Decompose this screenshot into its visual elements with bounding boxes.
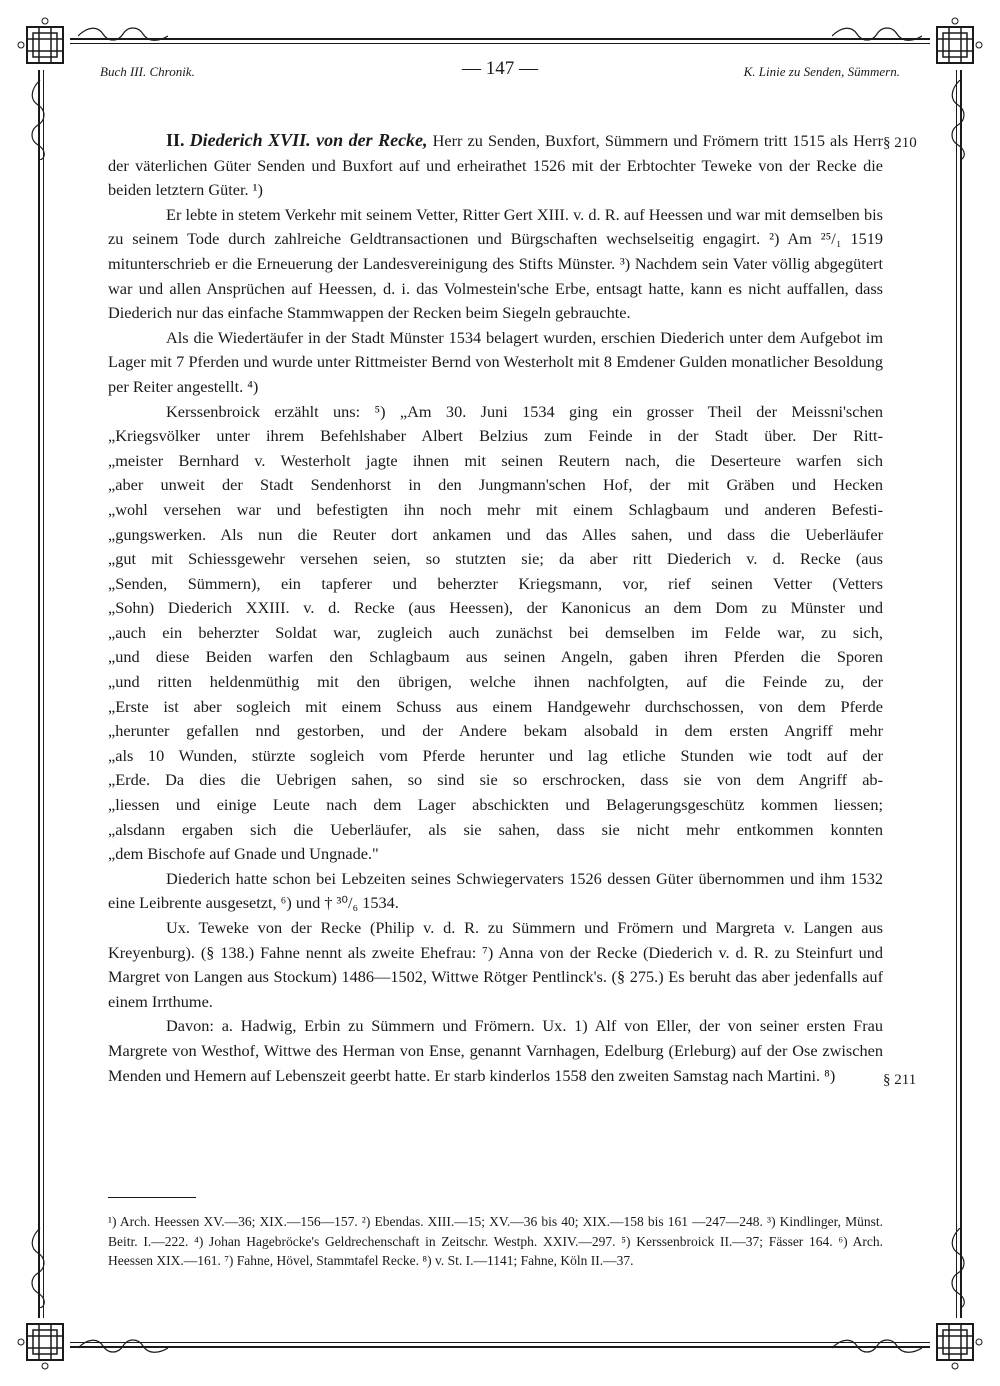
paragraph-text: Herr zu Senden, Buxfort, Sümmern und Frömern tritt 1515 als Herr der väterlichen Güter Senden und Buxfort auf und erheirathet 1526 mit der Erbtochter Teweke von der Recke die beiden letztern Güter. ¹) bbox=[108, 131, 884, 200]
quote-line: „Erde. Da dies die Uebrigen sahen, so sind sie so erschrocken, dass sie von dem Angriff ab- bbox=[108, 770, 883, 790]
running-header bbox=[100, 58, 900, 86]
quote-line: „gungswerken. Als nun die Reuter dort ankamen und das Alles sahen, und dass die Ueberläufer bbox=[108, 524, 883, 544]
corner-ornament-top-right-icon bbox=[925, 15, 985, 75]
paragraph-relations: Er lebte in stetem Verkehr mit seinem Vetter, Ritter Gert XIII. v. d. R. auf Heessen und war mit demselben bis zu seinem Tode durch zahlreiche Geldtransactionen und Bürgschaften wechselseitig engagirt. ²) Am ²⁵/₁ 1519 mitunterschrieb er die Erneuerung der Landesvereinigung des Stifts Münster. ³) Nachdem sein Vater völlig abgegütert war und allen Ansprüchen auf Heessen, d. i. das Volmestein'sche Erbe, entsagt hatte, kann es nicht auffallen, dass Diederich nur das einfache Stammwappen der Recken beim Siegeln gebrauchte. bbox=[108, 204, 883, 323]
quote-line: „aber unweit der Stadt Sendenhorst in den Jungmann'schen Hof, der mit Gräben und Hecken bbox=[108, 475, 883, 495]
person-name-heading: Diederich XVII. von der Recke, bbox=[189, 130, 428, 150]
footnote-rule bbox=[108, 1197, 196, 1198]
quote-line: „herunter gefallen nnd gestorben, und der Andere bekam alsobald in dem ersten Angriff mehr bbox=[108, 721, 883, 741]
quote-line: „liessen und einige Leute nach dem Lager abschickten und Belagerungsgeschütz kommen liessen; bbox=[108, 795, 883, 815]
generation-number: II. bbox=[166, 130, 185, 150]
border-right-inner-line bbox=[956, 70, 957, 1318]
scroll-ornament-right-bottom-icon bbox=[950, 1228, 970, 1308]
header-section-title: K. Linie zu Senden, Sümmern. bbox=[743, 64, 900, 79]
quote-line: „dem Bischofe auf Gnade und Ungnade." bbox=[108, 844, 379, 864]
quote-line: „Erste ist aber sogleich mit einem Schuss aus einem Handgewehr durchschossen, von dem Pferde bbox=[108, 696, 883, 716]
header-book-title: Buch III. Chronik. bbox=[100, 64, 195, 79]
scroll-ornament-right-top-icon bbox=[950, 80, 970, 160]
quote-line: „Senden, Sümmern), ein tapferer und beherzter Kriegsmann, vor, rief seinen Vetter (Vetters bbox=[108, 573, 883, 593]
quote-line: „Sohn) Diederich XXIII. v. d. Recke (aus Heessen), der Kanonicus an dem Dom zu Münster und bbox=[108, 598, 883, 618]
quote-block bbox=[108, 400, 883, 867]
border-left-inner-line bbox=[43, 70, 44, 1318]
page-number: — 147 — bbox=[462, 58, 538, 79]
border-top-inner-line bbox=[70, 43, 930, 44]
main-text bbox=[108, 128, 883, 1088]
quote-line: Kerssenbroick erzählt uns: ⁵) „Am 30. Juni 1534 ging ein grosser Theil der Meissni'schen bbox=[166, 401, 883, 421]
scroll-ornament-left-top-icon bbox=[30, 80, 50, 160]
corner-ornament-bottom-right-icon bbox=[925, 1312, 985, 1372]
paragraph-wife: Ux. Teweke von der Recke (Philip v. d. R. zu Sümmern und Frömern und Margreta v. Langen aus Kreyenburg). (§ 138.) Fahne nennt als zweite Ehefrau: ⁷) Anna von der Recke (Diederich v. d. R. zu Steinfurt und Margret von Langen aus Stockum) 1486—1502, Wittwe Rötger Pentlinck's. (§ 275.) Es beruht das aber jedenfalls auf einem Irrthume. bbox=[108, 918, 883, 1011]
scroll-ornament-top-left-icon bbox=[78, 26, 168, 46]
quote-line: „wohl versehen war und befestigten ihn noch mehr mit einem Schlagbaum und anderen Befesti- bbox=[108, 499, 883, 519]
scroll-ornament-top-right-icon bbox=[832, 26, 922, 46]
scroll-ornament-bottom-left-icon bbox=[78, 1338, 168, 1358]
border-bottom-line bbox=[70, 1346, 930, 1348]
quote-line: „als 10 Wunden, stürzte sogleich vom Pferde herunter und lag etliche Stunden wie todt auf der bbox=[108, 745, 883, 765]
scroll-ornament-left-bottom-icon bbox=[30, 1228, 50, 1308]
corner-ornament-bottom-left-icon bbox=[15, 1312, 75, 1372]
paragraph-children: Davon: a. Hadwig, Erbin zu Sümmern und Frömern. Ux. 1) Alf von Eller, der von seiner ersten Frau Margrete von Westhof, Wittwe des Herman von Ense, genannt Varnhagen, Edelburg (Erleburg) auf der Ose zwischen Menden und Hemern auf Lebenszeit geerbt hatte. Er starb kinderlos 1558 den zweiten Samstag nach Martini. ⁸) bbox=[108, 1016, 883, 1085]
border-bottom-inner-line bbox=[70, 1342, 930, 1343]
quote-line: „alsdann ergaben sich die Ueberläufer, als sie sahen, dass sie nicht mehr entkommen konnten bbox=[108, 819, 883, 839]
border-top-line bbox=[70, 38, 930, 40]
scroll-ornament-bottom-right-icon bbox=[832, 1338, 922, 1358]
section-marker-210: § 210 bbox=[883, 135, 917, 151]
quote-line: „und diese Beiden warfen den Schlagbaum aus seinen Angeln, gaben ihren Pferden die Sporen bbox=[108, 647, 883, 667]
quote-line: „meister Bernhard v. Westerholt jagte ihnen mit seinen Reutern nach, die Deserteure warfen sich bbox=[108, 450, 883, 470]
quote-line: „Kriegsvölker unter ihrem Befehlshaber Albert Belzius zum Feinde in der Stadt über. Der Ritt- bbox=[108, 426, 883, 446]
paragraph-diederich-intro bbox=[108, 128, 883, 203]
quote-line: „und ritten heldenmüthig mit den übrigen, welche ihnen nachfolgten, auf die Feinde zu, der bbox=[108, 672, 883, 692]
quote-line: „auch ein beherzter Soldat war, zugleich auch zunächst bei demselben im Felde war, zu sich, bbox=[108, 622, 883, 642]
border-left-line bbox=[38, 70, 40, 1318]
corner-ornament-top-left-icon bbox=[15, 15, 75, 75]
paragraph-inheritance: Diederich hatte schon bei Lebzeiten seines Schwiegervaters 1526 dessen Güter übernommen und ihm 1532 eine Leibrente ausgesetzt, ⁶) und † ³⁰/₆ 1534. bbox=[108, 868, 883, 913]
quote-line: „gut mit Schiessgewehr versehen seien, so stutzten sie; da aber ritt Diederich v. d. Recke (aus bbox=[108, 549, 883, 569]
footnotes: ¹) Arch. Heessen XV.—36; XIX.—156—157. ²) Ebendas. XIII.—15; XV.—36 bis 40; XIX.—158 bis 161 —247—248. ³) Kindlinger, Münst. Beitr. I.—222. ⁴) Johan Hagebröcke's Geldrechenschaft in Zeitschr. Westph. XXIV.—297. ⁵) Kerssenbroick II.—37; Fässer 164. ⁶) Arch. Heessen XIX.—161. ⁷) Fahne, Hövel, Stammtafel Recke. ⁸) v. St. I.—1141; Fahne, Köln II.—37. bbox=[108, 1214, 883, 1268]
paragraph-siege: Als die Wiedertäufer in der Stadt Münster 1534 belagert wurden, erschien Diederich unter dem Aufgebot im Lager mit 7 Pferden und wurde unter Rittmeister Bernd von Westerholt mit 8 Emdener Gulden monatlicher Besoldung per Reiter angestellt. ⁴) bbox=[108, 327, 883, 396]
section-marker-211: § 211 bbox=[883, 1072, 917, 1088]
border-right-line bbox=[960, 70, 962, 1318]
